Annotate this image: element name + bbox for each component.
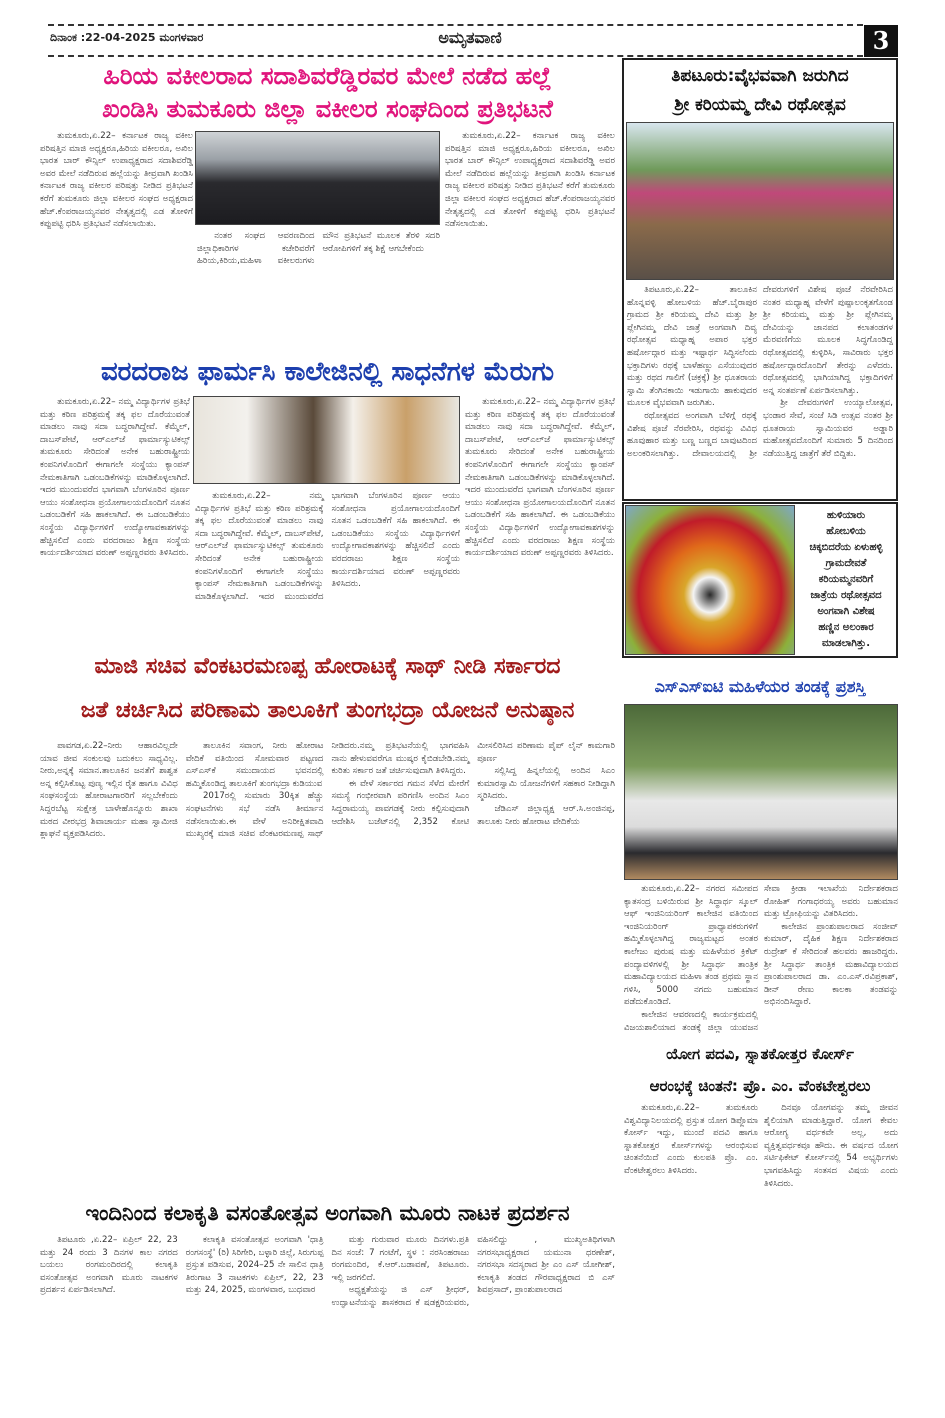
headline-line: ಹಿರಿಯ ವಕೀಲರಾದ ಸದಾಶಿವರೆಡ್ಡಿರವರ ಮೇಲೆ ನಡೆದ ಹಲ್ಲೆ: [103, 62, 552, 90]
article2-col4: ತುಮಕೂರು,ಏ.22– ನಮ್ಮ ವಿದ್ಯಾರ್ಥಿಗಳ ಪ್ರತಿಭೆ ಮತ್ತು ಕಠಿಣ ಪರಿಶ್ರಮಕ್ಕೆ ತಕ್ಕ ಫಲ ದೊರೆಯುವಂತೆ ಮಾಡಲು ನಾವು ಸದಾ ಬದ್ಧರಾಗಿದ್ದೇವೆ. ಕೆಮ್ಮೆಲ್, ದಾಬಸ್‌ಪೇಟೆ, ಆರ್‌ಎಲ್‌ಜೆ ಫಾರ್ಮಾಸ್ಯುಟಿಕಲ್ಸ್ ತುಮಕೂರು ಸೇರಿದಂತೆ ಅನೇಕ ಬಹುರಾಷ್ಟ್ರೀಯ ಕಂಪನಿಗಳೊಂದಿಗೆ ಈಗಾಗಲೇ ಸಂಸ್ಥೆಯು ಕ್ಯಾಂಪಸ್ ನೇಮಕಾತಿಗಾಗಿ ಒಡಂಬಡಿಕೆಗಳನ್ನು ಮಾಡಿಕೊಳ್ಳಲಾಗಿದೆ. ಇದರ ಮುಂದುವರೆದ ಭಾಗವಾಗಿ ಬೆಂಗಳೂರಿನ ಪೂರ್ಣ ಆಯು ಸಂಶೋಧನಾ ಪ್ರಯೋಗಾಲಯದೊಂದಿಗೆ ನೂತನ ಒಡಂಬಡಿಕೆಗೆ ಸಹಿ ಹಾಕಲಾಗಿದೆ. ಈ ಒಡಂಬಡಿಕೆಯು ಸಂಸ್ಥೆಯ ವಿದ್ಯಾರ್ಥಿಗಳಿಗೆ ಉದ್ಯೋಗಾವಕಾಶಗಳನ್ನು ಹೆಚ್ಚಿಸಲಿದೆ ಎಂದು ವರದರಾಜು ಶಿಕ್ಷಣ ಸಂಸ್ಥೆಯ ಕಾರ್ಯದರ್ಶಿಯಾದ ವರುಣ್ ಅಪ್ಪಣ್ಣರವರು ತಿಳಿಸಿದರು.: [465, 397, 615, 559]
chariot-festival-photo: [626, 122, 894, 280]
lawyers-protest-photo: [195, 131, 440, 225]
sidebar4-body: ತುಮಕೂರು,ಏ.22– ತುಮಕೂರು ವಿಶ್ವವಿದ್ಯಾನಿಲಯದಲ್ಲಿ ಪ್ರಸ್ತುತ ಯೋಗ ಡಿಪ್ಲೊಮಾ ಕೋರ್ಸ್ ಇದ್ದು, ಮುಂದೆ ಪದವಿ ಹಾಗೂ ಸ್ನಾತಕೋತ್ತರ ಕೋರ್ಸ್‌ಗಳನ್ನು ಆರಂಭಿಸುವ ಚಿಂತನೆಯಿದೆ ಎಂದು ಕುಲಪತಿ ಪ್ರೊ. ಎಂ. ವೆಂಕಟೇಶ್ವರಲು ತಿಳಿಸಿದರು. ದಿನವೂ ಯೋಗವನ್ನು ತಮ್ಮ ಜೀವನ ಶೈಲಿಯಾಗಿ ಮಾಡುತ್ತಿದ್ದಾರೆ. ಯೋಗ ಕೇವಲ ಆರೋಗ್ಯ ವರ್ಧಕವೇ ಅಲ್ಲ, ಅದು ವ್ಯಕ್ತಿತ್ವವರ್ಧಕವೂ ಹೌದು. ಈ ವರ್ಷದ ಯೋಗ ಸರ್ಟಿಫಿಕೇಟ್ ಕೋರ್ಸ್‌ನಲ್ಲಿ 54 ಅಭ್ಯರ್ಥಿಗಳು ಭಾಗವಹಿಸಿದ್ದು ಸಂತಸದ ವಿಷಯ ಎಂದು ತಿಳಿಸಿದರು.: [624, 1103, 898, 1189]
article3-headline: [40, 645, 615, 733]
header-rule-bottom: [48, 55, 863, 57]
sidebar3-body: ತುಮಕೂರು,ಏ.22– ನಗರದ ಸಮೀಪದ ಕ್ಯಾತಸಂದ್ರ ಬಳಿಯಿರುವ ಶ್ರೀ ಸಿದ್ಧಾರ್ಥ ಸ್ಕೂಲ್ ಆಫ್ ಇಂಜಿನಿಯರಿಂಗ್ ಕಾಲೇಜಿನ ವತಿಯಿಂದ ಇಂಜಿನಿಯರಿಂಗ್ ಪ್ರಾಧ್ಯಾಪಕರುಗಳಿಗೆ ಹಮ್ಮಿಕೊಳ್ಳಲಾಗಿದ್ದ ರಾಜ್ಯಮಟ್ಟದ ಅಂತರ ಕಾಲೇಜು ಪುರುಷ ಮತ್ತು ಮಹಿಳೆಯರ ಕ್ರಿಕೆಟ್ ಪಂದ್ಯಾವಳಿಗಳಲ್ಲಿ ಶ್ರೀ ಸಿದ್ಧಾರ್ಥ ತಾಂತ್ರಿಕ ಮಹಾವಿದ್ಯಾಲಯದ ಮಹಿಳಾ ತಂಡ ಪ್ರಥಮ ಸ್ಥಾನ ಗಳಿಸಿ, 5000 ನಗದು ಬಹುಮಾನ ಪಡೆದುಕೊಂಡಿದೆ. ಕಾಲೇಜಿನ ಆವರಣದಲ್ಲಿ ಕಾರ್ಯಕ್ರಮದಲ್ಲಿ ವಿಜಯಶಾಲಿಯಾದ ತಂಡಕ್ಕೆ ಜಿಲ್ಲಾ ಯುವಜನ ಸೇವಾ ಕ್ರೀಡಾ ಇಲಾಖೆಯ ನಿರ್ದೇಶಕರಾದ ರೋಹಿತ್ ಗಂಗಾಧರಯ್ಯ ಅವರು ಬಹುಮಾನ ಮತ್ತು ಟ್ರೋಫಿಯನ್ನು ವಿತರಿಸಿದರು. ಕಾಲೇಜಿನ ಪ್ರಾಂಶುಪಾಲರಾದ ಸಂಜೀವ್ ಕುಮಾರ್, ದೈಹಿಕ ಶಿಕ್ಷಣ ನಿರ್ದೇಶಕರಾದ ರುದ್ರೇಶ್ ಕೆ ಸೇರಿದಂತೆ ಹಲವರು ಹಾಜರಿದ್ದರು. ಶ್ರೀ ಸಿದ್ಧಾರ್ಥ ತಾಂತ್ರಿಕ ಮಹಾವಿದ್ಯಾಲಯದ ಪ್ರಾಂಶುಪಾಲರಾದ ಡಾ. ಎಂ.ಎಸ್.ರವಿಪ್ರಕಾಶ್, ಡೀನ್ ರೇಣು ಕಾಲಕಾ ತಂಡವನ್ನು ಅಭಿನಂದಿಸಿದ್ದಾರೆ.: [624, 884, 898, 1033]
headline-line: ಜತೆ ಚರ್ಚಿಸಿದ ಪರಿಣಾಮ ತಾಲೂಕಿಗೆ ತುಂಗಭದ್ರಾ ಯೋಜನೆ ಅನುಷ್ಠಾನ: [80, 698, 575, 723]
headline-line: ಶ್ರೀ ಕರಿಯಮ್ಮ ದೇವಿ ರಥೋತ್ಸವ: [674, 95, 846, 115]
article1-col4: ತುಮಕೂರು,ಏ.22– ಕರ್ನಾಟಕ ರಾಜ್ಯ ವಕೀಲ ಪರಿಷತ್ತಿನ ಮಾಜಿ ಅಧ್ಯಕ್ಷರೂ,ಹಿರಿಯ ವಕೀಲರೂ, ಅಖಿಲ ಭಾರತ ಬಾರ್ ಕೌನ್ಸಿಲ್ ಉಪಾಧ್ಯಕ್ಷರಾದ ಸದಾಶಿವರೆಡ್ಡಿ ಅವರ ಮೇಲೆ ನಡೆದಿರುವ ಹಲ್ಲೆಯನ್ನು ತೀವ್ರವಾಗಿ ಖಂಡಿಸಿ ಕರ್ನಾಟಕ ರಾಜ್ಯ ವಕೀಲರ ಪರಿಷತ್ತು ನೀಡಿದ ಪ್ರತಿಭಟನೆ ಕರೆಗೆ ತುಮಕೂರು ಜಿಲ್ಲಾ ವಕೀಲರ ಸಂಘದ ಅಧ್ಯಕ್ಷರಾದ ಹೆಚ್.ಕೆಂಪರಾಜಯ್ಯನವರ ನೇತೃತ್ವದಲ್ಲಿ ಎಡ ತೋಳಿಗೆ ಕಪ್ಪುಪಟ್ಟಿ ಧರಿಸಿ ಪ್ರತಿಭಟನೆ ನಡೆಸಲಾಯಿತು.: [445, 131, 615, 230]
sidebar1-headline: [624, 62, 896, 120]
article4-body: ತಿಪಟೂರು ,ಏ.22– ಏಪ್ರಿಲ್ 22, 23 ಮತ್ತು 24 ರಂದು 3 ದಿನಗಳ ಕಾಲ ನಗರದ ಬಯಲು ರಂಗಮಂದಿರದಲ್ಲಿ ಕಲಾಕೃತಿ ವಸಂತೋತ್ಸವ ಅಂಗವಾಗಿ ಮೂರು ನಾಟಕಗಳ ಪ್ರದರ್ಶನ ಏರ್ಪಡಿಸಲಾಗಿದೆ. ಕಲಾಕೃತಿ ವಸಂತೋತ್ಸವ ಅಂಗವಾಗಿ 'ಧಾತ್ರಿ ರಂಗಸಂಸ್ಥೆ' (ರಿ) ಸಿರಿಗೇರಿ, ಬಳ್ಳಾರಿ ಜಿಲ್ಲೆ, ಸಿರುಗುಪ್ಪ ಪ್ರಸ್ತುತ ಪಡಿಸುವ, 2024–25 ನೇ ಸಾಲಿನ ಧಾತ್ರಿ ತಿರುಗಾಟ 3 ನಾಟಕಗಳು ಏಪ್ರಿಲ್, 22, 23 ಮತ್ತು 24, 2025, ಮಂಗಳವಾರ, ಬುಧವಾರ ಮತ್ತು ಗುರುವಾರ ಮೂರು ದಿನಗಳು.ಪ್ರತಿ ದಿನ ಸಂಜೆ: 7 ಗಂಟೆಗೆ, ಸ್ಥಳ : ನರಸಿಂಹರಾಜು ರಂಗಮಂದಿರ, ಕೆ.ಆರ್.ಬಡಾವಣೆ, ತಿಪಟೂರು. ಇಲ್ಲಿ ಜರಗಲಿದೆ. ಅಧ್ಯಕ್ಷತೆಯನ್ನು ಜಿ ಎಸ್ ಶ್ರೀಧರ್, ಉದ್ಘಾಟನೆಯನ್ನು ಶಾಸಕರಾದ ಕೆ ಷಡಕ್ಷರಿಯವರು, ವಹಿಸಲಿದ್ದು , ಮುಖ್ಯಅತಿಥಿಗಳಾಗಿ ನಗರಸಭಾಧ್ಯಕ್ಷರಾದ ಯಮುನಾ ಧರಣೇಶ್, ನಗರಸಭಾ ಸದಸ್ಯರಾದ ಶ್ರೀ ಎಂ ಎಸ್ ಯೋಗೀಶ್, ಕಲಾಕೃತಿ ತಂಡದ ಗೌರವಾಧ್ಯಕ್ಷರಾದ ಬಿ ಎಸ್ ಶಿವಪ್ರಸಾದ್, ಪ್ರಾಂಶುಪಾಲರಾದ: [40, 1235, 615, 1308]
article2-headline: ವರದರಾಜ ಫಾರ್ಮಸಿ ಕಾಲೇಜಿನಲ್ಲಿ ಸಾಧನೆಗಳ ಮೆರುಗು: [100, 357, 555, 387]
article1-col2: ನಂತರ ಸಂಘದ ಆವರಣದಿಂದ ಜಿಲ್ಲಾಧಿಕಾರಿಗಳ ಕಚೇರಿವರೆಗೆ ಹಿರಿಯ,ಕಿರಿಯ,ಮಹಿಳಾ ವಕೀಲರುಗಳು ಮೌನ ಪ್ರತಿಭಟನೆ ಮೂಲಕ ತೆರಳಿ ಸದರಿ ಆರೋಪಿಗಳಿಗೆ ತಕ್ಕ ಶಿಕ್ಷೆ ಆಗಬೇಕೆಂದು: [197, 231, 440, 267]
sidebar3-headline: ಎಸ್‌ಎಸ್‌ಐಟಿ ಮಹಿಳೆಯರ ತಂಡಕ್ಕೆ ಪ್ರಶಸ್ತಿ: [654, 677, 866, 696]
headline-line: ತಿಪಟೂರು:ವೈಭವವಾಗಿ ಜರುಗಿದ: [671, 66, 849, 86]
masthead: ಅಮೃತವಾಣಿ: [438, 28, 502, 47]
pharmacy-college-photo: [193, 396, 460, 484]
article3-body: ಪಾವಗಡ,ಏ.22–ನೀರು ಆಹಾರವಿಲ್ಲದೇ ಯಾವ ಜೀವ ಸಂಕುಲವು ಬದುಕಲು ಸಾಧ್ಯವಿಲ್ಲ. ನೀರು,ಅನ್ನಕ್ಕೆ ಸಮಾನ.ತಾಲೂಕಿನ ಜನತೆಗೆ ಶಾಶ್ವತ ಅನ್ನ ಕಲ್ಪಿಸಿಕೊಟ್ಟ ಪುಣ್ಯ ಇಲ್ಲಿನ ರೈತ ಹಾಗೂ ವಿವಿಧ ಸಂಘಸಂಸ್ಥೆಯ ಹೋರಾಟಗಾರರಿಗೆ ಸಲ್ಲಬೇಕೆಂದು ಸಿದ್ದರಬೆಟ್ಟ ಸುಕ್ಷೇತ್ರ ಬಾಳೇಹೊನ್ನೂರು ಶಾಖಾ ಮಠದ ವೀರಭದ್ರ ಶಿವಾಚಾರ್ಯ ಮಹಾ ಸ್ವಾಮೀಜಿ ಶ್ಲಾಘನೆ ವ್ಯಕ್ತಪಡಿಸಿದರು. ತಾಲೂಕಿನ ಸವಾಂಗ, ನೀರು ಹೋರಾಟ ವೇದಿಕೆ ವತಿಯಿಂದ ಸೋಮವಾರ ಪಟ್ಟಣದ ಎಸ್‌ಎಸ್‌ಕೆ ಸಮುದಾಯದ ಭವನದಲ್ಲಿ ಹಮ್ಮಿಕೊಂಡಿದ್ದ ತಾಲೂಕಿಗೆ ತುಂಗಭದ್ರಾ ಕುಡಿಯುವ 2017ರಲ್ಲಿ ಸುಮಾರು 30ಕ್ಕಿತ ಹೆಚ್ಚು ಸಂಘಟನೆಗಳು ಸಭೆ ನಡೆಸಿ ತೀರ್ಮಾನ ನಡೆಸಲಾಯಿತು.ಈ ವೇಳೆ ಅನಿರೀಕ್ಷಿತವಾದಿ ಮುಖ್ಯರಕ್ಕೆ ಮಾಜಿ ಸಚಿವ ವೆಂಕಟರಮಣಪ್ಪ ಸಾಥ್ ನೀಡಿದರು.ನಮ್ಮ ಪ್ರತಿಭಟನೆಯಲ್ಲಿ ಭಾಗವಹಿಸಿ ನಾನು ಹೇಳುವವರೆಗೂ ಮುಷ್ಕರ ಕೈಬಿಡಬೇಡಿ.ನಮ್ಮ ಕುರಿತು ಸರ್ಕಾರ ಜತೆ ಚರ್ಚಿಸುವುದಾಗಿ ತಿಳಿಸಿದ್ದರು. ಈ ವೇಳೆ ಸರ್ಕಾರದ ಗಮನ ಸೆಳೆದ ಮೇರೆಗೆ ಸಮಸ್ಯೆ ಗಂಭೀರವಾಗಿ ಪರಿಗಣಿಸಿ ಅಂದಿನ ಸಿಎಂ ಸಿದ್ದರಾಮಯ್ಯ ಪಾವಗಡಕ್ಕೆ ನೀರು ಕಲ್ಪಿಸುವುದಾಗಿ ಆದೇಶಿಸಿ ಬಜೆಟ್‌ನಲ್ಲಿ 2,352 ಕೋಟಿ ಮೀಸಲಿರಿಸಿದ ಪರಿಣಾಮ ಪೈಪ್ ಲೈನ್ ಕಾಮಗಾರಿ ಪೂರ್ಣ ಸಲ್ಲಿಸಿದ್ದ ಹಿನ್ನಲೆಯಲ್ಲಿ ಅಂದಿನ ಸಿಎಂ ಕುಮಾರಸ್ವಾಮಿ ಯೋಜನೆಗಳಿಗೆ ಸಹಕಾರ ನೀಡಿದ್ದಾಗಿ ಸ್ಮರಿಸಿದರು. ಜೆಡಿಎಸ್ ಜಿಲ್ಲಾಧ್ಯಕ್ಷ ಆರ್.ಸಿ.ಅಂಜಿನಪ್ಪ, ತಾಲೂಕು ನೀರು ಹೋರಾಟ ವೇದಿಕೆಯ: [40, 741, 615, 840]
article2-col1: ತುಮಕೂರು,ಏ.22– ನಮ್ಮ ವಿದ್ಯಾರ್ಥಿಗಳ ಪ್ರತಿಭೆ ಮತ್ತು ಕಠಿಣ ಪರಿಶ್ರಮಕ್ಕೆ ತಕ್ಕ ಫಲ ದೊರೆಯುವಂತೆ ಮಾಡಲು ನಾವು ಸದಾ ಬದ್ಧರಾಗಿದ್ದೇವೆ. ಕೆಮ್ಮೆಲ್, ದಾಬಸ್‌ಪೇಟೆ, ಆರ್‌ಎಲ್‌ಜೆ ಫಾರ್ಮಾಸ್ಯುಟಿಕಲ್ಸ್ ತುಮಕೂರು ಸೇರಿದಂತೆ ಅನೇಕ ಬಹುರಾಷ್ಟ್ರೀಯ ಕಂಪನಿಗಳೊಂದಿಗೆ ಈಗಾಗಲೇ ಸಂಸ್ಥೆಯು ಕ್ಯಾಂಪಸ್ ನೇಮಕಾತಿಗಾಗಿ ಒಡಂಬಡಿಕೆಗಳನ್ನು ಮಾಡಿಕೊಳ್ಳಲಾಗಿದೆ. ಇದರ ಮುಂದುವರೆದ ಭಾಗವಾಗಿ ಬೆಂಗಳೂರಿನ ಪೂರ್ಣ ಆಯು ಸಂಶೋಧನಾ ಪ್ರಯೋಗಾಲಯದೊಂದಿಗೆ ನೂತನ ಒಡಂಬಡಿಕೆಗೆ ಸಹಿ ಹಾಕಲಾಗಿದೆ. ಈ ಒಡಂಬಡಿಕೆಯು ಸಂಸ್ಥೆಯ ವಿದ್ಯಾರ್ಥಿಗಳಿಗೆ ಉದ್ಯೋಗಾವಕಾಶಗಳನ್ನು ಹೆಚ್ಚಿಸಲಿದೆ ಎಂದು ವರದರಾಜು ಶಿಕ್ಷಣ ಸಂಸ್ಥೆಯ ಕಾರ್ಯದರ್ಶಿಯಾದ ವರುಣ್ ಅಪ್ಪಣ್ಣರವರು ತಿಳಿಸಿದರು.: [40, 397, 190, 559]
article1-col1: ತುಮಕೂರು,ಏ.22– ಕರ್ನಾಟಕ ರಾಜ್ಯ ವಕೀಲ ಪರಿಷತ್ತಿನ ಮಾಜಿ ಅಧ್ಯಕ್ಷರೂ,ಹಿರಿಯ ವಕೀಲರೂ, ಅಖಿಲ ಭಾರತ ಬಾರ್ ಕೌನ್ಸಿಲ್ ಉಪಾಧ್ಯಕ್ಷರಾದ ಸದಾಶಿವರೆಡ್ಡಿ ಅವರ ಮೇಲೆ ನಡೆದಿರುವ ಹಲ್ಲೆಯನ್ನು ತೀವ್ರವಾಗಿ ಖಂಡಿಸಿ ಕರ್ನಾಟಕ ರಾಜ್ಯ ವಕೀಲರ ಪರಿಷತ್ತು ನೀಡಿದ ಪ್ರತಿಭಟನೆ ಕರೆಗೆ ತುಮಕೂರು ಜಿಲ್ಲಾ ವಕೀಲರ ಸಂಘದ ಅಧ್ಯಕ್ಷರಾದ ಹೆಚ್.ಕೆಂಪರಾಜಯ್ಯನವರ ನೇತೃತ್ವದಲ್ಲಿ ಎಡ ತೋಳಿಗೆ ಕಪ್ಪುಪಟ್ಟಿ ಧರಿಸಿ ಪ್ರತಿಭಟನೆ ನಡೆಸಲಾಯಿತು.: [40, 131, 193, 230]
sidebar4-headline: [622, 1038, 898, 1102]
headline-line: ಯೋಗ ಪದವಿ, ಸ್ನಾತಕೋತ್ತರ ಕೋರ್ಸ್: [666, 1045, 854, 1063]
headline-line: ಮಾಜಿ ಸಚಿವ ವೆಂಕಟರಮಣಪ್ಪ ಹೋರಾಟಕ್ಕೆ ಸಾಥ್ ನೀಡಿ ಸರ್ಕಾರದ: [94, 654, 561, 679]
page-number: 3: [864, 25, 898, 57]
article2-col2: ತುಮಕೂರು,ಏ.22– ನಮ್ಮ ವಿದ್ಯಾರ್ಥಿಗಳ ಪ್ರತಿಭೆ ಮತ್ತು ಕಠಿಣ ಪರಿಶ್ರಮಕ್ಕೆ ತಕ್ಕ ಫಲ ದೊರೆಯುವಂತೆ ಮಾಡಲು ನಾವು ಸದಾ ಬದ್ಧರಾಗಿದ್ದೇವೆ. ಕೆಮ್ಮೆಲ್, ದಾಬಸ್‌ಪೇಟೆ, ಆರ್‌ಎಲ್‌ಜೆ ಫಾರ್ಮಾಸ್ಯುಟಿಕಲ್ಸ್ ತುಮಕೂರು ಸೇರಿದಂತೆ ಅನೇಕ ಬಹುರಾಷ್ಟ್ರೀಯ ಕಂಪನಿಗಳೊಂದಿಗೆ ಈಗಾಗಲೇ ಸಂಸ್ಥೆಯು ಕ್ಯಾಂಪಸ್ ನೇಮಕಾತಿಗಾಗಿ ಒಡಂಬಡಿಕೆಗಳನ್ನು ಮಾಡಿಕೊಳ್ಳಲಾಗಿದೆ. ಇದರ ಮುಂದುವರೆದ ಭಾಗವಾಗಿ ಬೆಂಗಳೂರಿನ ಪೂರ್ಣ ಆಯು ಸಂಶೋಧನಾ ಪ್ರಯೋಗಾಲಯದೊಂದಿಗೆ ನೂತನ ಒಡಂಬಡಿಕೆಗೆ ಸಹಿ ಹಾಕಲಾಗಿದೆ. ಈ ಒಡಂಬಡಿಕೆಯು ಸಂಸ್ಥೆಯ ವಿದ್ಯಾರ್ಥಿಗಳಿಗೆ ಉದ್ಯೋಗಾವಕಾಶಗಳನ್ನು ಹೆಚ್ಚಿಸಲಿದೆ ಎಂದು ವರದರಾಜು ಶಿಕ್ಷಣ ಸಂಸ್ಥೆಯ ಕಾರ್ಯದರ್ಶಿಯಾದ ವರುಣ್ ಅಪ್ಪಣ್ಣರವರು ತಿಳಿಸಿದರು.: [195, 491, 460, 602]
headline-line: ಆರಂಭಕ್ಕೆ ಚಿಂತನೆ: ಪ್ರೊ. ಎಂ. ವೆಂಕಟೇಶ್ವರಲು: [649, 1077, 871, 1095]
sidebar1-body: ತಿಪಟೂರು,ಏ.22– ತಾಲೂಕಿನ ಹೊನ್ನವಳ್ಳಿ ಹೋಬಳಿಯ ಹೆಚ್.ಬೈರಾಪುರ ಗ್ರಾಮದ ಶ್ರೀ ಕರಿಯಮ್ಮ ದೇವಿ ಮತ್ತು ಶ್ರೀ ಪ್ಲೇಗಿನಮ್ಮ ದೇವಿ ಜಾತ್ರೆ ಅಂಗವಾಗಿ ದಿವ್ಯ ರಥೋತ್ಸವ ಮಧ್ಯಾಹ್ನ ಅಪಾರ ಭಕ್ತರ ಹರ್ಷೋದ್ಗಾರ ಮತ್ತು ಇಷ್ಟಾರ್ಥ ಸಿದ್ಧಿಸಲೆಂದು ಭಕ್ತಾದಿಗಳು ರಥಕ್ಕೆ ಬಾಳೆಹಣ್ಣು ಎಸೆಯುವುದರ ಮತ್ತು ರಥದ ಗಾಲಿಗೆ (ಚಕ್ರಕ್ಕೆ) ಶ್ರೀ ಧೂತರಾಯ ಸ್ವಾಮಿ ತೆಂಗಿನಕಾಯಿ ಇಡುಗಾಯಿ ಹಾಕುವುದರ ಮೂಲಕ ವೈಭವವಾಗಿ ಜರುಗಿತು. ರಥೋತ್ಸವದ ಅಂಗವಾಗಿ ಬೆಳಿಗ್ಗೆ ರಥಕ್ಕೆ ವಿಶೇಷ ಪೂಜೆ ನೆರವೇರಿಸಿ, ರಥವನ್ನು ವಿವಿಧ ಹೂವುಹಾರ ಮತ್ತು ಬಣ್ಣ ಬಣ್ಣದ ಬಾವುಟದಿಂದ ಅಲಂಕರಿಸಲಾಗಿತ್ತು. ದೇವಾಲಯದಲ್ಲಿ ಶ್ರೀ ದೇವರುಗಳಿಗೆ ವಿಶೇಷ ಪೂಜೆ ನೆರವೇರಿಸಿದ ನಂತರ ಮಧ್ಯಾಹ್ನ ವೇಳೆಗೆ ಪುಷ್ಪಾಲಂಕೃತಗೊಂಡ ಶ್ರೀ ಕರಿಯಮ್ಮ ಮತ್ತು ಶ್ರೀ ಪ್ಲೇಗಿನಮ್ಮ ದೇವಿಯನ್ನು ಜಾನಪದ ಕಲಾತಂಡಗಳ ಮೆರವಣಿಗೆಯ ಮೂಲಕ ಸಿದ್ಧಗೊಂಡಿದ್ದ ರಥೋತ್ಸವದಲ್ಲಿ ಕುಳ್ಳಿರಿಸಿ, ಸಾವಿರಾರು ಭಕ್ತರ ಹರ್ಷೋದ್ಗಾರದೊಂದಿಗೆ ತೇರನ್ನು ಎಳೆದರು. ರಥೋತ್ಸವದಲ್ಲಿ ಭಾಗಿಯಾಗಿದ್ದ ಭಕ್ತಾದಿಗಳಿಗೆ ಅನ್ನ ಸಂತರ್ಪಣೆ ಏರ್ಪಡಿಸಲಾಗಿತ್ತು. ಶ್ರೀ ದೇವರುಗಳಿಗೆ ಉಯ್ಯಾಲೋತ್ಸವ, ಭಂಡಾರ ಸೇವೆ, ಸಂಜೆ ಸಿಡಿ ಉತ್ಸವ ನಂತರ ಶ್ರೀ ಧೂತರಾಯ ಸ್ವಾಮಿಯವರ ಅಡ್ಡಾರಿ ಮಹೋತ್ಸವದೊಂದಿಗೆ ಸುಮಾರು 5 ದಿನದಿಂದ ನಡೆಯುತ್ತಿದ್ದ ಜಾತ್ರೆಗೆ ತೆರೆ ಬಿದ್ದಿತು.: [627, 285, 893, 459]
goddess-fruit-photo: [625, 505, 795, 655]
womens-team-photo: [624, 704, 898, 880]
headline-line: ಖಂಡಿಸಿ ತುಮಕೂರು ಜಿಲ್ಲಾ ವಕೀಲರ ಸಂಘದಿಂದ ಪ್ರತಿಭಟನೆ: [102, 95, 553, 123]
issue-date: ದಿನಾಂಕ :22-04-2025 ಮಂಗಳವಾರ: [50, 31, 204, 44]
fruit-decoration-caption: ಹುಳಿಯಾರು ಹೋಬಳಿಯ ಚಿಕ್ಕಬಿದರೆಯ ಏಳುಹಳ್ಳಿ ಗ್ರಾಮದೇವತೆ ಕರಿಯಮ್ಮನವರಿಗೆ ಜಾತ್ರೆಯ ರಥೋತ್ಸವದ ಅಂಗವಾಗಿ ವಿಶೇಷ ಹಣ್ಣಿನ ಅಲಂಕಾರ ಮಾಡಲಾಗಿತ್ತು.: [809, 510, 883, 649]
article4-headline: ಇಂದಿನಿಂದ ಕಲಾಕೃತಿ ವಸಂತೋತ್ಸವ ಅಂಗವಾಗಿ ಮೂರು ನಾಟಕ ಪ್ರದರ್ಶನ: [85, 1201, 570, 1225]
header-rule-top: [48, 24, 863, 26]
article1-headline: [40, 60, 615, 126]
